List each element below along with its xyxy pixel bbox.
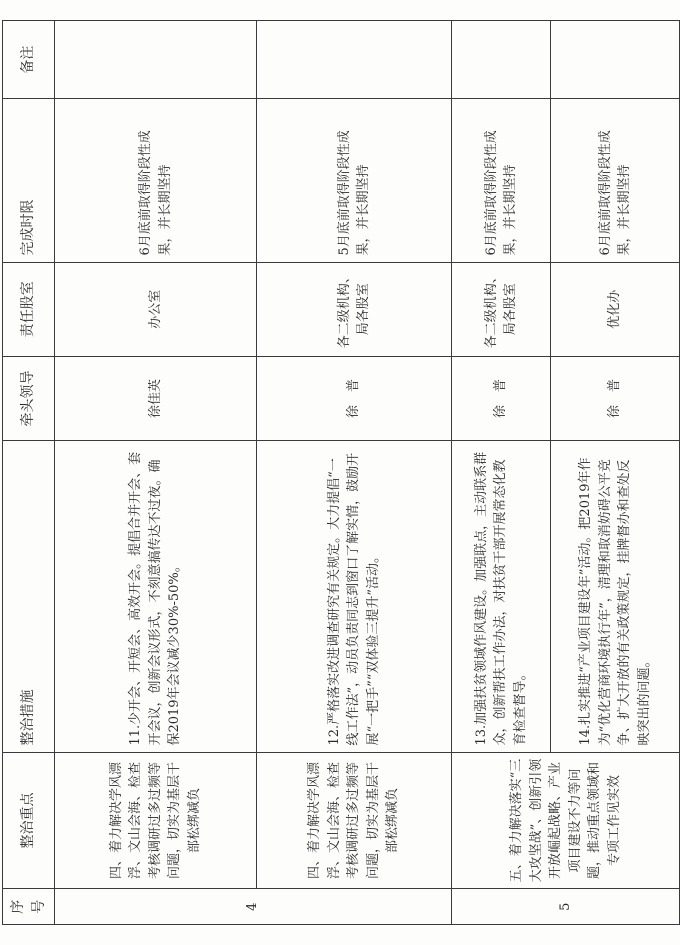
- table-row: [257, 21, 452, 925]
- row-index: 4: [55, 889, 452, 925]
- rectification-table: [2, 20, 680, 925]
- department-cell: 各二级机构、局各股室: [257, 262, 452, 356]
- header-deadline: 完成时限: [3, 99, 55, 262]
- rotated-table-wrapper: [2, 20, 662, 925]
- department-cell: 各二级机构、局各股室: [452, 262, 551, 356]
- measure-cell: 11.少开会、开短会、高效开会。提倡合并开会、套开会议，创新会议形式，不刻意搞传达不过夜。确保2019年会议减少30%-50%。: [55, 441, 257, 752]
- deadline-cell: 6月底前取得阶段性成果，并长期坚持: [55, 99, 257, 262]
- deadline-cell: 5月底前取得阶段性成果，并长期坚持: [257, 99, 452, 262]
- leader-cell: 徐 普: [257, 356, 452, 440]
- deadline-cell: 6月底前取得阶段性成果，并长期坚持: [452, 99, 551, 262]
- leader-cell: 徐 普: [551, 356, 680, 440]
- measure-cell: 12.严格落实改进调查研究有关规定。大力提倡“一线工作法”，动员负责同志到窗口了解实情，鼓励开展“一把手”“双体验三提升”活动。: [257, 441, 452, 752]
- header-measures: 整治措施: [3, 441, 55, 752]
- header-note: 备注: [3, 21, 55, 99]
- header-leader: 牵头领导: [3, 356, 55, 440]
- measure-cell: 13.加强扶贫领域作风建设。加强联点，主动联系群众，创新帮扶工作办法，对扶贫干部开展常态化教育检查督导。: [452, 441, 551, 752]
- note-cell: [55, 21, 257, 99]
- note-cell: [257, 21, 452, 99]
- header-department: 责任股室: [3, 262, 55, 356]
- department-cell: 办公室: [55, 262, 257, 356]
- leader-cell: 徐 普: [452, 356, 551, 440]
- measure-cell: 14.扎实推进“产业项目建设年”活动。把2019年作为“优化营商环境执行年”，清理和取消妨碍公平竞争、扩大开放的有关政策规定，挂牌督办和查处反映突出的问题。: [551, 441, 680, 752]
- header-idx: 序号: [3, 889, 55, 925]
- note-cell: [452, 21, 551, 99]
- key-point-cell: 四、着力解决学风漂浮、文山会海、检查考核调研过多过频等问题，切实为基层干部松绑减负: [257, 752, 452, 889]
- leader-cell: 徐佳英: [55, 356, 257, 440]
- key-point-cell: 五、着力解决落实“三大攻坚战”、创新引领开放崛起战略、产业项目建设不力等问题，推动重点领域和专项工作见实效: [452, 752, 680, 889]
- table-row: [55, 21, 257, 925]
- note-cell: [551, 21, 680, 99]
- header-row: [3, 21, 55, 925]
- header-key-point: 整治重点: [3, 752, 55, 889]
- department-cell: 优化办: [551, 262, 680, 356]
- deadline-cell: 6月底前取得阶段性成果，并长期坚持: [551, 99, 680, 262]
- table-row: [452, 21, 551, 925]
- key-point-cell: 四、着力解决学风漂浮、文山会海、检查考核调研过多过频等问题，切实为基层干部松绑减负: [55, 752, 257, 889]
- row-index: 5: [452, 889, 680, 925]
